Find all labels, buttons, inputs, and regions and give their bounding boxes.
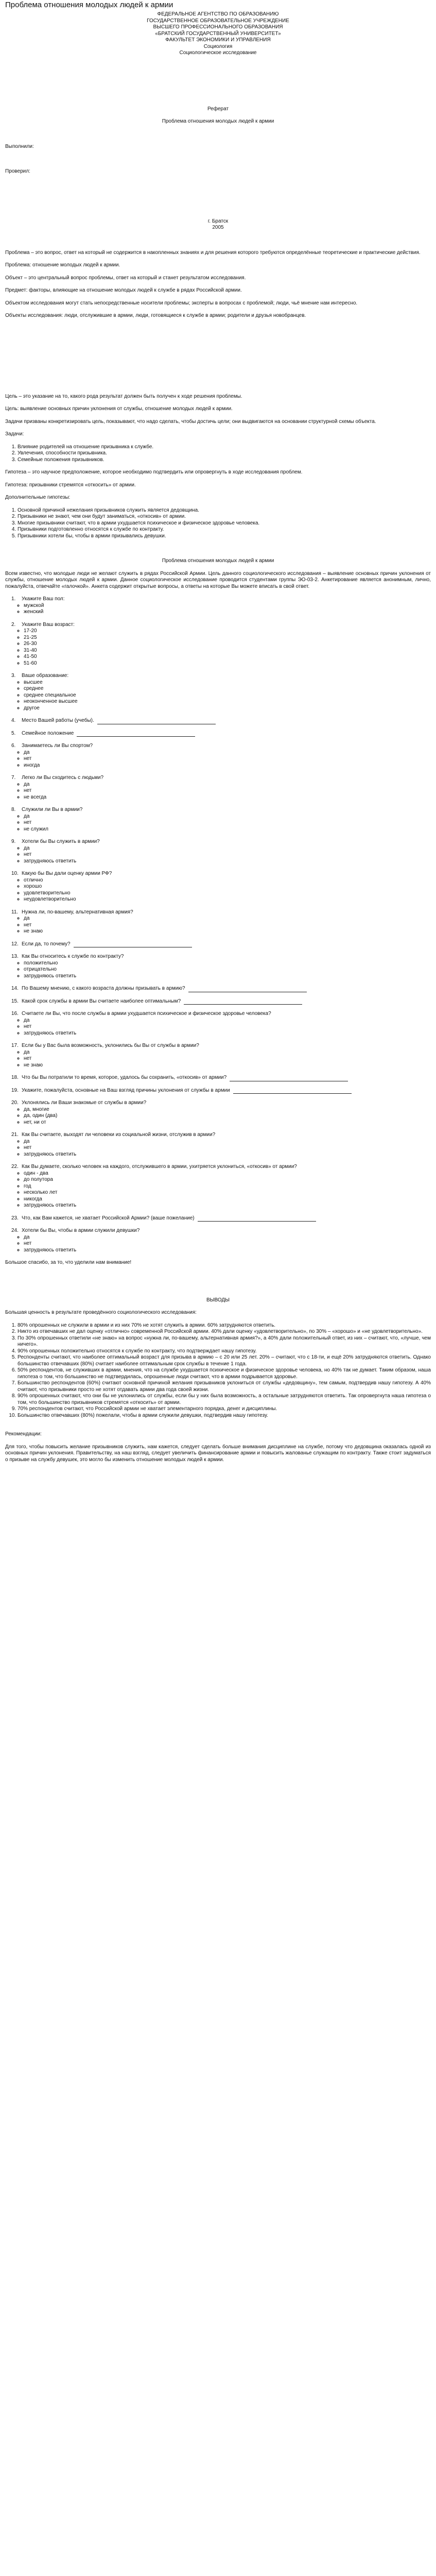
answer-option[interactable]: ◦ затрудняюсь ответить xyxy=(24,1247,431,1254)
paragraph: Объекты исследования: люди, отслужившие в армии, люди, готовящиеся к службе в армии; родители и друзья новобранцев. xyxy=(5,313,306,318)
page-title: Проблема отношения молодых людей к армии xyxy=(5,1,173,9)
answer-blank[interactable] xyxy=(233,1089,352,1094)
answer-options xyxy=(5,1139,431,1158)
question-item xyxy=(5,1075,431,1081)
answer-blank[interactable] xyxy=(184,999,302,1005)
answer-option[interactable]: ◦ высшее xyxy=(24,680,431,686)
question-text xyxy=(5,1228,431,1234)
question-label: Укажите, пожалуйста, основные на Ваш взгляд причины уклонения от службы в армии xyxy=(22,1087,230,1093)
question-item xyxy=(5,954,431,979)
question-item xyxy=(5,941,431,948)
answer-option[interactable]: ◦ неудовлетворительно xyxy=(24,896,431,903)
answer-option[interactable]: ◦ да xyxy=(24,916,431,922)
paragraph: Проблема – это вопрос, ответ на который не содержится в накопленных знаниях и для решения которого требуются определённые теоретические и практические действия. xyxy=(5,249,421,256)
answer-option[interactable]: ◦ да xyxy=(24,1234,431,1241)
conclusion-item: 4. 90% опрошенных положительно относятся к службе по контракту, что подтверждает нашу гипотезу. xyxy=(18,1348,431,1355)
answer-option[interactable]: ◦ 21-25 xyxy=(24,635,431,641)
paragraph: Гипотеза: призывники стремятся «откосить» от армии. xyxy=(5,482,136,488)
paragraph: Объектом исследования могут стать непосредственные носители проблемы; эксперты в вопросах с проблемой; люди, чьё мнение нам интересно. xyxy=(5,300,358,306)
goal-section xyxy=(5,394,431,464)
header-block xyxy=(5,11,431,57)
question-label: Ваше образование: xyxy=(22,673,69,679)
recommendations-text: Для того, чтобы повысить желание призывников служить, нам кажется, следует сделать больше внимания дисциплине на службе, потому что дедовщина оказалась одной из основных причин уклонения. Правительству, на наш взгляд, следует увеличить финансирование армии и повысить жалованье служащим по контракту. Также стоит задуматься о призыве на службу девушек, это могло бы изменить отношение молодых людей к армии. xyxy=(5,1444,431,1463)
answer-option[interactable]: ◦ отрицательно xyxy=(24,967,431,973)
answer-option[interactable]: ◦ нет, ни от xyxy=(24,1120,431,1126)
intro-section xyxy=(5,250,431,319)
question-item xyxy=(5,1088,431,1094)
question-text xyxy=(5,1075,431,1081)
answer-option[interactable]: ◦ да xyxy=(24,750,431,756)
question-number: 4. xyxy=(11,718,16,723)
question-number: 8. xyxy=(11,807,16,812)
answer-option[interactable]: ◦ 51-60 xyxy=(24,660,431,667)
answer-option[interactable]: ◦ один - два xyxy=(24,1171,431,1177)
question-number: 9. xyxy=(11,839,16,844)
conclusion-item: 10. Большинство отвечавших (80%) пожелали, чтобы в армии служили девушки, подтвердив нашу гипотезу. xyxy=(18,1413,431,1419)
question-label: Как Вы думаете, сколько человек на каждого, отслужившего в армии, ухитряется уклониться, «откосив» от армии? xyxy=(22,1164,297,1170)
question-item xyxy=(5,986,431,992)
paragraph: Дополнительные гипотезы: xyxy=(5,495,71,500)
answer-option[interactable]: ◦ иногда xyxy=(24,762,431,769)
question-label: Укажите Ваш пол: xyxy=(22,596,65,602)
question-label: Легко ли Вы сходитесь с людьми? xyxy=(22,775,104,781)
question-text xyxy=(5,941,431,948)
referat-label: Реферат xyxy=(207,106,229,112)
answer-options xyxy=(5,814,431,833)
answer-option[interactable]: ◦ не знаю xyxy=(24,928,431,935)
question-item xyxy=(5,839,431,865)
answer-option[interactable]: ◦ 31-40 xyxy=(24,648,431,654)
answer-option[interactable]: ◦ хорошо xyxy=(24,884,431,890)
answer-blank[interactable] xyxy=(97,719,216,724)
question-label: Что бы Вы потратили то время, которое, удалось бы сохранить, «откосив» от армии? xyxy=(22,1075,227,1080)
answer-option[interactable]: ◦ несколько лет xyxy=(24,1190,431,1196)
answer-blank[interactable] xyxy=(230,1076,348,1081)
question-item xyxy=(5,743,431,769)
question-item xyxy=(5,1132,431,1158)
answer-options xyxy=(5,845,431,865)
answer-option[interactable]: ◦ среднее специальное xyxy=(24,692,431,699)
question-number: 21. xyxy=(11,1132,19,1138)
answer-options xyxy=(5,680,431,712)
question-label: Какой срок службы в армии Вы считаете наиболее оптимальным? xyxy=(22,998,181,1004)
answer-option[interactable]: ◦ 17-20 xyxy=(24,628,431,635)
answer-option[interactable]: ◦ нет xyxy=(24,820,431,826)
question-text xyxy=(5,1215,431,1222)
answer-option[interactable]: ◦ никогда xyxy=(24,1196,431,1203)
done-by-label: Выполнили: xyxy=(5,143,34,149)
list-item: 4. Призывники подготовленно относятся к службе по контракту. xyxy=(18,527,431,533)
list-item: 5. Призывники хотели бы, чтобы в армии призывались девушки. xyxy=(18,533,431,540)
questions-list xyxy=(5,596,431,1253)
question-label: Как Вы относитесь к службе по контракту? xyxy=(22,954,124,959)
conclusion-item: 8. 90% опрошенных считают, что они бы не уклонились от службы, если бы у них была возможность, а остальные затрудняются ответить. Так опровергнута наша гипотеза о том, что большинство призывников стремятся «откосить» от армии. xyxy=(18,1393,431,1406)
question-number: 1. xyxy=(11,596,16,602)
recommendations-section xyxy=(5,1431,431,1463)
answer-options xyxy=(5,628,431,667)
paragraph: Задачи: xyxy=(5,431,24,437)
question-text xyxy=(5,871,431,877)
paragraph: Цель – это указание на то, какого рода результат должен быть получен к ходе решения проблемы. xyxy=(5,393,242,399)
conclusion-item: 5. Респонденты считают, что наиболее оптимальный возраст для призыва в армию – с 20 или 25 лет. 20% – считают, что с 18-ти, и ещё 20% затрудняются ответить. Однако большинство отвечавших (80%) считает наиболее оптимальным срок службы в течение 1 года. xyxy=(18,1354,431,1367)
answer-option[interactable]: ◦ да, многие xyxy=(24,1107,431,1113)
answer-option[interactable]: ◦ да xyxy=(24,814,431,820)
question-text xyxy=(5,731,431,737)
answer-option[interactable]: ◦ затрудняюсь ответить xyxy=(24,1030,431,1037)
question-text xyxy=(5,1164,431,1171)
question-number: 18. xyxy=(11,1075,19,1080)
question-number: 10. xyxy=(11,871,19,876)
answer-options xyxy=(5,877,431,903)
question-number: 16. xyxy=(11,1011,19,1016)
conclusion-item: 3. По 30% опрошенных ответили «не знаю» на вопрос «нужна ли, по-вашему, альтернативная армия?», а 40% дали положительный ответ, из них – считают, что, «лучше, чем ничего». xyxy=(18,1335,431,1348)
question-item xyxy=(5,1215,431,1222)
header-line: «БРАТСКИЙ ГОСУДАРСТВЕННЫЙ УНИВЕРСИТЕТ» xyxy=(155,30,281,37)
answer-option[interactable]: ◦ год xyxy=(24,1183,431,1190)
list-item: 3. Семейные положения призывников. xyxy=(18,457,431,464)
question-number: 17. xyxy=(11,1043,19,1048)
question-label: Считаете ли Вы, что после службы в армии ухудшается психическое и физическое здоровье человека? xyxy=(22,1011,271,1016)
answer-option[interactable]: ◦ отлично xyxy=(24,877,431,884)
question-text xyxy=(5,986,431,992)
question-text xyxy=(5,998,431,1005)
answer-option[interactable]: ◦ да xyxy=(24,1139,431,1145)
paragraph: Задачи призваны конкретизировать цель, показывают, что надо сделать, чтобы достичь цели; они выдвигаются на основании структурной схемы объекта. xyxy=(5,418,376,425)
question-text xyxy=(5,1011,431,1018)
answer-option[interactable]: ◦ неоконченное высшее xyxy=(24,699,431,705)
question-item xyxy=(5,1043,431,1069)
answer-option[interactable]: ◦ нет xyxy=(24,1241,431,1247)
recommendations-title: Рекомендации: xyxy=(5,1431,42,1437)
question-text xyxy=(5,807,431,814)
question-number: 12. xyxy=(11,941,19,947)
question-number: 5. xyxy=(11,730,16,736)
list-item: 2. Призывники не знают, чем они будут заниматься, «откосив» от армии. xyxy=(18,514,431,520)
answer-options xyxy=(5,603,431,616)
question-text xyxy=(5,1132,431,1139)
question-number: 14. xyxy=(11,986,19,991)
answer-option[interactable]: ◦ затрудняюсь ответить xyxy=(24,858,431,865)
question-item xyxy=(5,731,431,737)
answer-option[interactable]: ◦ мужской xyxy=(24,603,431,609)
answer-option[interactable]: ◦ удовлетворительно xyxy=(24,890,431,897)
paragraph: Объект – это центральный вопрос проблемы, ответ на который и станет результатом исследования. xyxy=(5,275,246,281)
header-line: Социологическое исследование xyxy=(179,50,257,56)
answer-option[interactable]: ◦ не всегда xyxy=(24,794,431,801)
question-label: Занимаетесь ли Вы спортом? xyxy=(22,743,93,749)
list-item: 1. Влияние родителей на отношение призывника к службе. xyxy=(18,444,431,451)
answer-option[interactable]: ◦ затрудняюсь ответить xyxy=(24,973,431,980)
list-item: 3. Многие призывники считают, что в армии ухудшается психическое и физическое здоровье человека. xyxy=(18,520,431,527)
question-text xyxy=(5,1088,431,1094)
answer-blank[interactable] xyxy=(77,732,195,737)
question-item xyxy=(5,1164,431,1209)
answer-options xyxy=(5,782,431,801)
answer-option[interactable]: ◦ нет xyxy=(24,1145,431,1151)
answer-option[interactable]: ◦ да, один (два) xyxy=(24,1113,431,1120)
tasks-list xyxy=(5,444,431,464)
paragraph: Цель: выявление основных причин уклонения от службы, отношение молодых людей к армии. xyxy=(5,406,233,412)
question-item xyxy=(5,596,431,616)
question-item xyxy=(5,673,431,711)
question-text xyxy=(5,622,431,629)
answer-option[interactable]: ◦ не знаю xyxy=(24,1062,431,1069)
question-text xyxy=(5,596,431,603)
header-line: ФАКУЛЬТЕТ ЭКОНОМИКИ И УПРАВЛЕНИЯ xyxy=(165,37,271,43)
answer-option[interactable]: ◦ нет xyxy=(24,756,431,762)
paragraph: Проблема: отношение молодых людей к армии. xyxy=(5,262,120,268)
question-text xyxy=(5,1043,431,1049)
question-item xyxy=(5,718,431,724)
question-number: 23. xyxy=(11,1215,19,1221)
answer-option[interactable]: ◦ другое xyxy=(24,705,431,712)
question-number: 11. xyxy=(11,909,19,915)
question-label: Служили ли Вы в армии? xyxy=(22,807,83,812)
question-number: 7. xyxy=(11,775,16,781)
questionnaire-title: Проблема отношения молодых людей к армии xyxy=(162,558,274,564)
answer-blank[interactable] xyxy=(74,942,192,947)
question-item xyxy=(5,1011,431,1037)
question-label: Семейное положение xyxy=(22,730,74,736)
question-number: 2. xyxy=(11,621,16,628)
conclusions-intro: Большая ценность в результате проведённого социологического исследования: xyxy=(5,1310,197,1315)
paragraph: Предмет: факторы, влияющие на отношение молодых людей к службе в рядах Российской армии. xyxy=(5,287,242,293)
answer-option[interactable]: ◦ положительно xyxy=(24,960,431,967)
question-text xyxy=(5,775,431,782)
question-number: 3. xyxy=(11,673,16,679)
question-label: Если да, то почему? xyxy=(22,941,71,947)
question-label: Нужна ли, по-вашему, альтернативная армия? xyxy=(22,909,133,915)
answer-option[interactable]: ◦ до полутора xyxy=(24,1177,431,1183)
answer-option[interactable]: ◦ не служил xyxy=(24,826,431,833)
paragraph: Гипотеза – это научное предположение, которое необходимо подтвердить или опровергнуть в ходе исследования проблем. xyxy=(5,469,303,475)
question-number: 15. xyxy=(11,998,19,1004)
question-item xyxy=(5,998,431,1005)
question-label: Укажите Ваш возраст: xyxy=(22,621,75,628)
list-item: 2. Увлечения, способности призывника. xyxy=(18,450,431,457)
answer-option[interactable]: ◦ женский xyxy=(24,609,431,616)
topic-line: Проблема отношения молодых людей к армии xyxy=(162,118,274,124)
question-text xyxy=(5,718,431,724)
answer-options xyxy=(5,960,431,980)
thanks-text: Большое спасибо, за то, что уделили нам внимание! xyxy=(5,1260,132,1265)
question-item xyxy=(5,807,431,833)
year-label: 2005 xyxy=(212,225,224,230)
answer-options xyxy=(5,1234,431,1254)
question-text xyxy=(5,839,431,845)
answer-options xyxy=(5,750,431,769)
answer-option[interactable]: ◦ нет xyxy=(24,922,431,929)
answer-options xyxy=(5,1107,431,1126)
answer-option[interactable]: ◦ да xyxy=(24,845,431,852)
answer-option[interactable]: ◦ да xyxy=(24,1018,431,1024)
answer-options xyxy=(5,1049,431,1069)
answer-option[interactable]: ◦ 41-50 xyxy=(24,654,431,660)
question-label: Какую бы Вы дали оценку армии РФ? xyxy=(22,871,112,876)
answer-blank[interactable] xyxy=(198,1216,316,1222)
questionnaire-intro: Всем известно, что молодые люди не желают служить в рядах Российской Армии. Цель данного социологического исследования – выявление основных причин уклонения от службы, отношение молодых людей к армии. Данное социологическое исследование проводится студентами группы ЭО-03-2. Анкетирование является анонимным, лично, пожалуйста, отвечайте «галочкой». Анкета содержит открытые вопросы, а ответы на которые Вы можете вписать в свой ответ. xyxy=(5,570,431,589)
questionnaire-section xyxy=(5,558,431,1266)
answer-options xyxy=(5,1018,431,1037)
question-text xyxy=(5,673,431,680)
question-label: По Вашему мнению, с какого возраста должны призывать в армию? xyxy=(22,986,185,991)
conclusions-title: ВЫВОДЫ xyxy=(206,1297,230,1303)
question-number: 6. xyxy=(11,743,16,749)
list-item: 1. Основной причиной нежелания призывников служить является дедовщина. xyxy=(18,507,431,514)
question-label: Место Вашей работы (учебы). xyxy=(22,718,94,723)
city-label: г. Братск xyxy=(207,218,229,224)
question-text xyxy=(5,909,431,916)
question-item xyxy=(5,775,431,801)
answer-option[interactable]: ◦ затрудняюсь ответить xyxy=(24,1151,431,1158)
conclusion-item: 1. 80% опрошенных не служили в армии и из них 70% не хотят служить в армии. 60% затрудняются ответить. xyxy=(18,1323,431,1329)
conclusion-item: 9. 70% респондентов считают, что Российской армии не хватает элементарного порядка, денег и дисциплины. xyxy=(18,1406,431,1413)
conclusions-section xyxy=(5,1297,431,1419)
question-item xyxy=(5,909,431,935)
question-item xyxy=(5,622,431,667)
conclusions-list xyxy=(5,1323,431,1419)
question-label: Хотели бы Вы служить в армии? xyxy=(22,839,100,844)
checked-by-label: Проверил: xyxy=(5,168,30,174)
question-text xyxy=(5,743,431,750)
header-line: ФЕДЕРАЛЬНОЕ АГЕНТСТВО ПО ОБРАЗОВАНИЮ xyxy=(157,11,279,17)
header-line: ВЫСШЕГО ПРОФЕССИОНАЛЬНОГО ОБРАЗОВАНИЯ xyxy=(153,24,283,30)
answer-option[interactable]: ◦ да xyxy=(24,1049,431,1056)
question-label: Уклонялись ли Ваши знакомые от службы в армии? xyxy=(22,1100,147,1106)
hypothesis-section xyxy=(5,469,431,539)
question-number: 19. xyxy=(11,1087,19,1093)
question-number: 13. xyxy=(11,954,19,959)
hypotheses-list xyxy=(5,507,431,540)
question-text xyxy=(5,1100,431,1107)
header-line: ГОСУДАРСТВЕННОЕ ОБРАЗОВАТЕЛЬНОЕ УЧРЕЖДЕНИЕ xyxy=(147,18,289,24)
answer-option[interactable]: ◦ затрудняюсь ответить xyxy=(24,1202,431,1209)
conclusion-item: 2. Никто из отвечавших не дал оценку «отлично» современной Российской армии. 40% дали оценку «удовлетворительно», по 30% – «хорошо» и «не удовлетворительно». xyxy=(18,1329,431,1335)
answer-option[interactable]: ◦ среднее xyxy=(24,686,431,692)
question-label: Что, как Вам кажется, не хватает Российской Армии? (ваше пожелание) xyxy=(22,1215,195,1221)
answer-option[interactable]: ◦ нет xyxy=(24,788,431,794)
question-item xyxy=(5,1100,431,1126)
answer-options xyxy=(5,916,431,935)
answer-option[interactable]: ◦ нет xyxy=(24,1024,431,1030)
conclusion-item: 7. Большинство респондентов (60%) считают основной причиной желания призывников уклониться от службы «дедовщину», тем самым, подтвердив нашу гипотезу. А 40% считают, что призывники просто не хотят отдавать армии два года своей жизни. xyxy=(18,1380,431,1393)
answer-option[interactable]: ◦ нет xyxy=(24,852,431,858)
conclusion-item: 6. 50% респондентов, не служивших в армии, мнения, что на службе ухудшается психическое и физическое здоровье человека, но 40% так не думает. Таким образом, наша гипотеза о том, что большинство не подтвердилась, опрошенные люди считают, что в армии подрывается здоровье. xyxy=(18,1367,431,1380)
question-text xyxy=(5,954,431,960)
question-item xyxy=(5,871,431,903)
question-number: 22. xyxy=(11,1164,19,1170)
question-number: 24. xyxy=(11,1228,19,1233)
header-line: Социология xyxy=(203,43,233,49)
question-label: Как Вы считаете, выходят ли человеки из социальной жизни, отслужив в армии? xyxy=(22,1132,216,1138)
answer-options xyxy=(5,1171,431,1209)
question-item xyxy=(5,1228,431,1253)
question-number: 20. xyxy=(11,1100,19,1106)
question-label: Если бы у Вас была возможность, уклонились бы Вы от службы в армии? xyxy=(22,1043,199,1048)
answer-option[interactable]: ◦ да xyxy=(24,782,431,788)
answer-option[interactable]: ◦ нет xyxy=(24,1056,431,1062)
answer-option[interactable]: ◦ 26-30 xyxy=(24,641,431,648)
question-label: Хотели бы Вы, чтобы в армии служили девушки? xyxy=(22,1228,140,1233)
answer-blank[interactable] xyxy=(188,987,307,992)
